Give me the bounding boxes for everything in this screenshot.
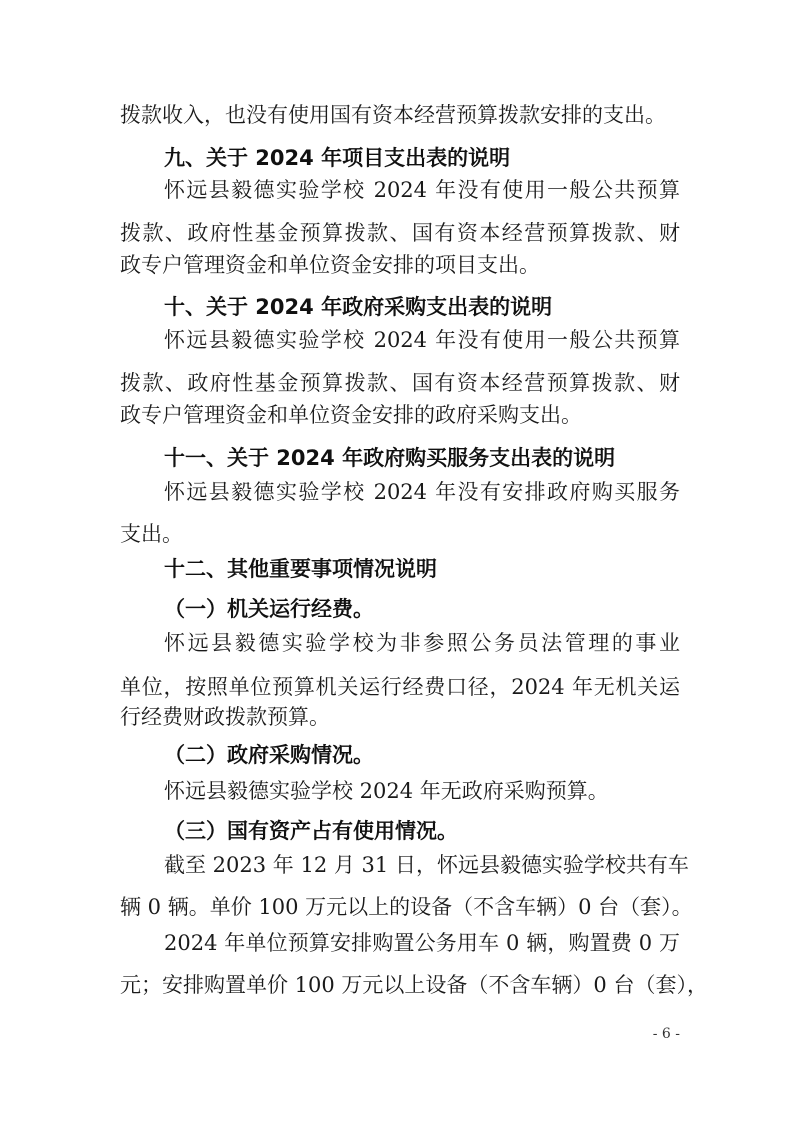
subsection-heading-2: （二）政府采购情况。 [164, 743, 374, 767]
paragraph-line: 怀远县毅德实验学校 2024 年没有使用一般公共预算 [164, 328, 680, 352]
paragraph-line: 行经费财政拨款预算。 [120, 705, 330, 729]
page-number: - 6 - [652, 1026, 680, 1042]
subsection-heading-3: （三）国有资产占有使用情况。 [164, 819, 458, 843]
paragraph-line: 拨款、政府性基金预算拨款、国有资本经营预算拨款、财 [120, 221, 680, 245]
paragraph-line: 辆 0 辆。单价 100 万元以上的设备（不含车辆）0 台（套）。 [120, 895, 693, 919]
paragraph-line: 2024 年单位预算安排购置公务用车 0 辆，购置费 0 万 [164, 931, 680, 955]
paragraph-line: 怀远县毅德实验学校 2024 年没有使用一般公共预算 [164, 178, 680, 202]
paragraph-line: 拨款、政府性基金预算拨款、国有资本经营预算拨款、财 [120, 371, 680, 395]
paragraph-line: 元；安排购置单价 100 万元以上设备（不含车辆）0 台（套）， [120, 973, 708, 997]
section-heading-10: 十、关于 2024 年政府采购支出表的说明 [164, 295, 553, 319]
paragraph-line: 单位，按照单位预算机关运行经费口径，2024 年无机关运 [120, 675, 680, 699]
section-heading-9: 九、关于 2024 年项目支出表的说明 [164, 146, 511, 170]
paragraph-line: 支出。 [120, 522, 183, 546]
paragraph-line: 截至 2023 年 12 月 31 日，怀远县毅德实验学校共有车 [164, 853, 689, 877]
section-heading-11: 十一、关于 2024 年政府购买服务支出表的说明 [164, 446, 616, 470]
paragraph-line: 怀远县毅德实验学校为非参照公务员法管理的事业 [164, 631, 680, 655]
subsection-heading-1: （一）机关运行经费。 [164, 597, 374, 621]
paragraph-line: 拨款收入，也没有使用国有资本经营预算拨款安排的支出。 [120, 103, 666, 127]
paragraph-line: 怀远县毅德实验学校 2024 年没有安排政府购买服务 [164, 480, 680, 504]
paragraph-line: 政专户管理资金和单位资金安排的项目支出。 [120, 253, 540, 277]
section-heading-12: 十二、其他重要事项情况说明 [164, 557, 437, 581]
paragraph-line: 怀远县毅德实验学校 2024 年无政府采购预算。 [164, 779, 609, 803]
paragraph-line: 政专户管理资金和单位资金安排的政府采购支出。 [120, 403, 582, 427]
